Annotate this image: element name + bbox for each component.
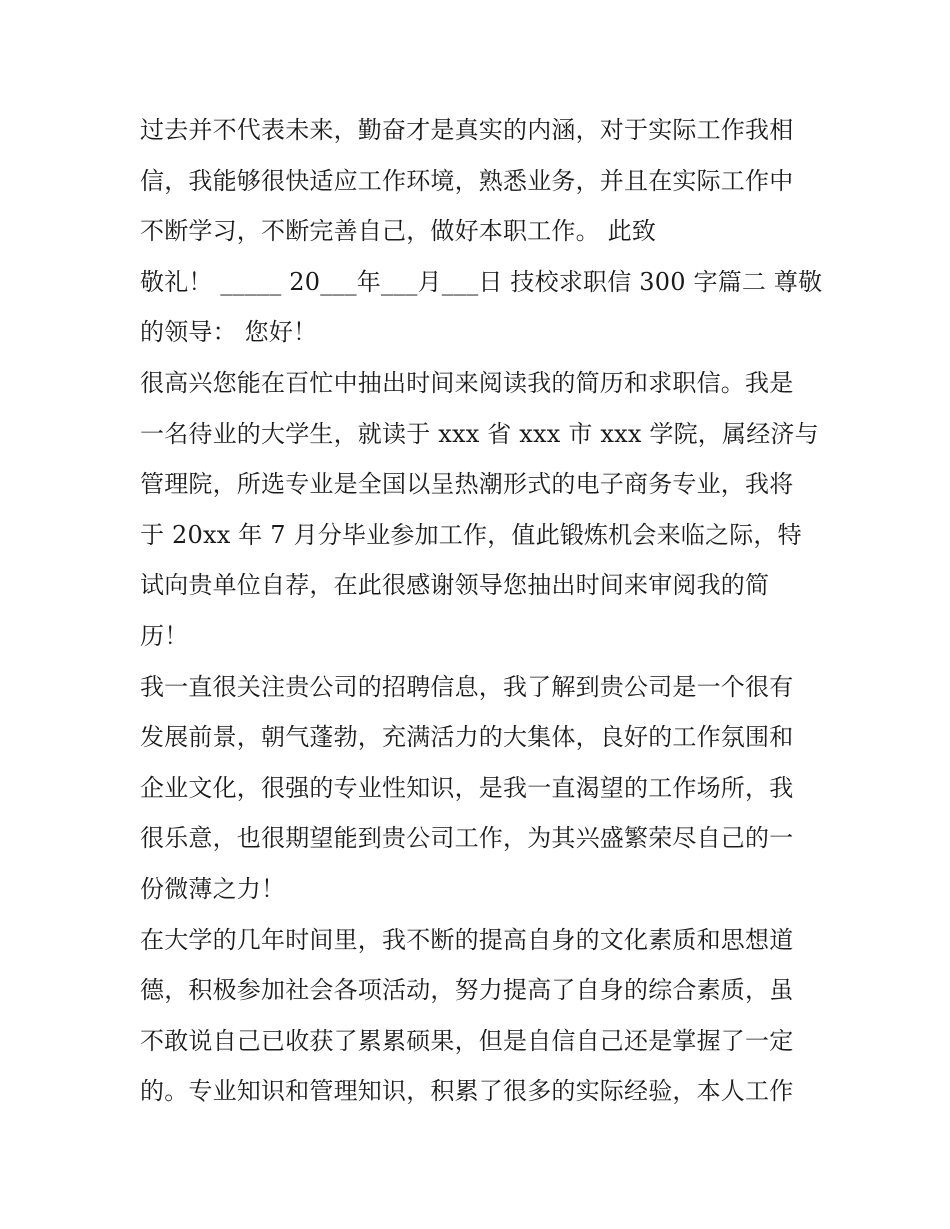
text-line: 一名待业的大学生，就读于 xxx 省 xxx 市 xxx 学院，属经济与 xyxy=(140,419,819,448)
text-line: 的。专业知识和管理知识，积累了很多的实际经验，本人工作 xyxy=(140,1077,794,1106)
text-line: 很乐意，也很期望能到贵公司工作，为其兴盛繁荣尽自己的一 xyxy=(140,824,794,853)
text-line: 德，积极参加社会各项活动，努力提高了自身的综合素质，虽 xyxy=(140,976,794,1005)
text-line: 企业文化，很强的专业性知识，是我一直渴望的工作场所，我 xyxy=(140,773,794,802)
letter-body xyxy=(140,105,823,1117)
text-line: 发展前景，朝气蓬勃，充满活力的大集体，良好的工作氛围和 xyxy=(140,723,794,752)
text-line: 试向贵单位自荐，在此很感谢领导您抽出时间来审阅我的简 xyxy=(140,571,770,600)
text-line: 敬礼！ _____ 20___年___月___日 技校求职信 300 字篇二 尊敬 xyxy=(140,267,823,296)
text-line: 信，我能够很快适应工作环境，熟悉业务，并且在实际工作中 xyxy=(140,166,794,195)
text-line: 不断学习，不断完善自己，做好本职工作。 此致 xyxy=(140,217,657,246)
text-line: 历！ xyxy=(140,621,189,650)
text-line: 很高兴您能在百忙中抽出时间来阅读我的简历和求职信。我是 xyxy=(140,368,794,397)
text-line: 在大学的几年时间里，我不断的提高自身的文化素质和思想道 xyxy=(140,925,794,954)
text-line: 于 20xx 年 7 月分毕业参加工作，值此锻炼机会来临之际，特 xyxy=(140,520,802,549)
text-line: 份微薄之力！ xyxy=(140,874,286,903)
text-line: 过去并不代表未来，勤奋才是真实的内涵，对于实际工作我相 xyxy=(140,116,794,144)
text-line: 管理院，所选专业是全国以呈热潮形式的电子商务专业，我将 xyxy=(140,470,794,499)
text-line: 不敢说自己已收获了累累硕果，但是自信自己还是掌握了一定 xyxy=(140,1026,794,1055)
text-line: 我一直很关注贵公司的招聘信息，我了解到贵公司是一个很有 xyxy=(140,672,794,701)
text-line: 的领导： 您好！ xyxy=(140,318,318,347)
